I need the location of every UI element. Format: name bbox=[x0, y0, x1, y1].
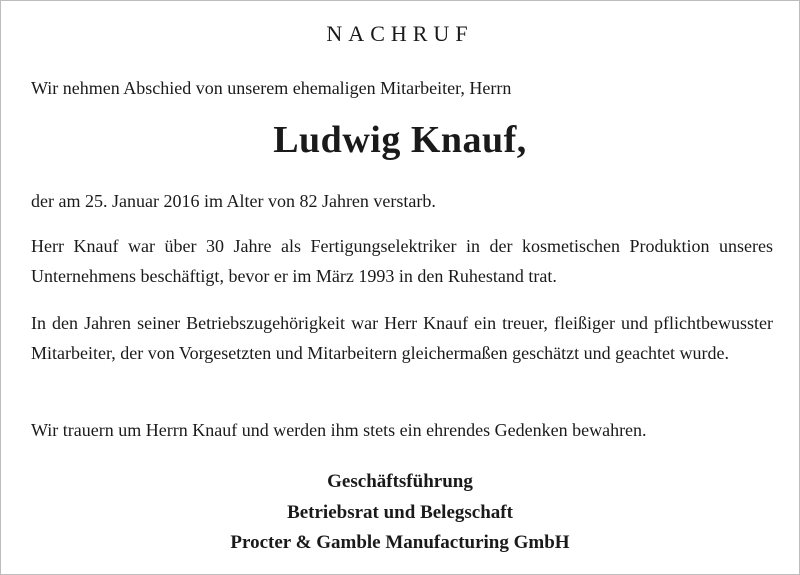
signatory-company: Procter & Gamble Manufacturing GmbH bbox=[230, 532, 570, 553]
mourning-paragraph: Wir trauern um Herrn Knauf und werden ihm stets ein ehrendes Gedenken bewahren. bbox=[31, 420, 647, 440]
deceased-name: Ludwig Knauf, bbox=[273, 119, 527, 161]
signatory-works-council: Betriebsrat und Belegschaft bbox=[287, 502, 513, 523]
character-paragraph: In den Jahren seiner Betriebszugehörigkeit war Herr Knauf ein treuer, fleißiger und pflichtbewusster Mitarbeiter, der von Vorgesetzten und Mitarbeitern gleichermaßen geschätzt und geachtet wurde. bbox=[31, 313, 773, 363]
death-date-line: der am 25. Januar 2016 im Alter von 82 Jahren verstarb. bbox=[31, 191, 436, 211]
career-paragraph: Herr Knauf war über 30 Jahre als Fertigungselektriker in der kosmetischen Produktion unseres Unternehmens beschäftigt, bevor er im März 1993 in den Ruhestand trat. bbox=[31, 236, 773, 286]
intro-line: Wir nehmen Abschied von unserem ehemaligen Mitarbeiter, Herrn bbox=[31, 78, 512, 98]
signatory-management: Geschäftsführung bbox=[327, 471, 473, 492]
notice-heading: NACHRUF bbox=[326, 21, 474, 46]
